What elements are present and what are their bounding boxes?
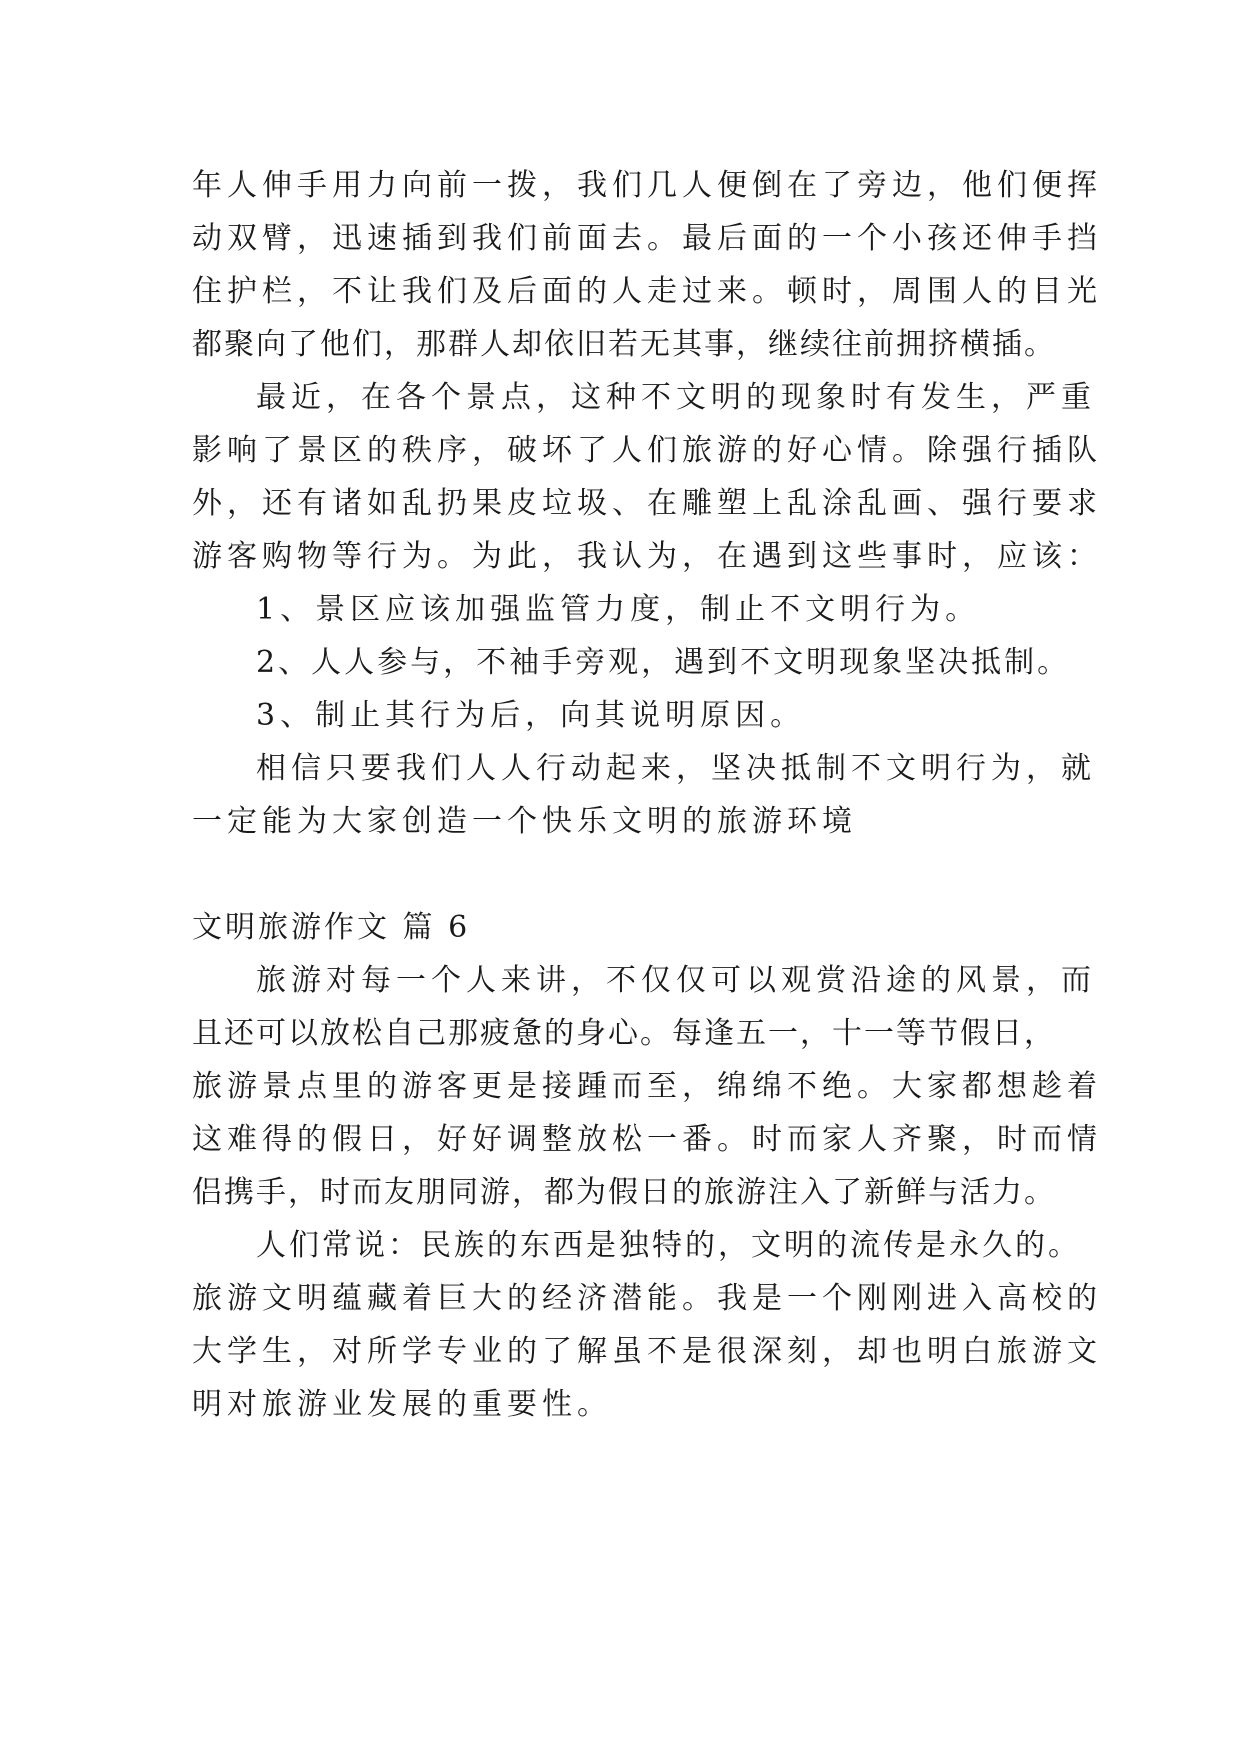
paragraph-start-line: 最近，在各个景点，这种不文明的现象时有发生，严重	[256, 380, 1096, 415]
body-line: 年人伸手用力向前一拨，我们几人便倒在了旁边，他们便挥	[192, 168, 1102, 203]
body-line: 住护栏，不让我们及后面的人走过来。顿时，周围人的目光	[192, 274, 1102, 309]
body-line: 影响了景区的秩序，破坏了人们旅游的好心情。除强行插队	[192, 433, 1102, 468]
body-line: 游客购物等行为。为此，我认为，在遇到这些事时，应该：	[192, 539, 1102, 574]
paragraph-start-line: 旅游对每一个人来讲，不仅仅可以观赏沿途的风景，而	[256, 963, 1096, 998]
body-line: 一定能为大家创造一个快乐文明的旅游环境	[192, 804, 857, 839]
body-line: 这难得的假日，好好调整放松一番。时而家人齐聚，时而情	[192, 1122, 1102, 1157]
paragraph-start-line: 相信只要我们人人行动起来，坚决抵制不文明行为，就	[256, 751, 1096, 786]
body-line: 大学生，对所学专业的了解虽不是很深刻，却也明白旅游文	[192, 1334, 1102, 1369]
list-item: 2、人人参与，不袖手旁观，遇到不文明现象坚决抵制。	[256, 645, 1071, 680]
body-line: 旅游景点里的游客更是接踵而至，绵绵不绝。大家都想趁着	[192, 1069, 1102, 1104]
list-item: 3、制止其行为后，向其说明原因。	[256, 698, 806, 733]
body-line: 侣携手，时而友朋同游，都为假日的旅游注入了新鲜与活力。	[192, 1175, 1056, 1210]
body-line: 明对旅游业发展的重要性。	[192, 1387, 612, 1422]
body-line: 都聚向了他们，那群人却依旧若无其事，继续往前拥挤横插。	[192, 327, 1056, 362]
body-line: 外，还有诸如乱扔果皮垃圾、在雕塑上乱涂乱画、强行要求	[192, 486, 1102, 521]
paragraph-start-line: 人们常说：民族的东西是独特的，文明的流传是永久的。	[256, 1228, 1081, 1263]
body-line: 且还可以放松自己那疲惫的身心。每逢五一，十一等节假日，	[192, 1016, 1056, 1051]
body-line: 动双臂，迅速插到我们前面去。最后面的一个小孩还伸手挡	[192, 221, 1102, 256]
list-item: 1、景区应该加强监管力度，制止不文明行为。	[256, 592, 981, 627]
section-heading: 文明旅游作文 篇 6	[192, 910, 471, 945]
body-line: 旅游文明蕴藏着巨大的经济潜能。我是一个刚刚进入高校的	[192, 1281, 1102, 1316]
